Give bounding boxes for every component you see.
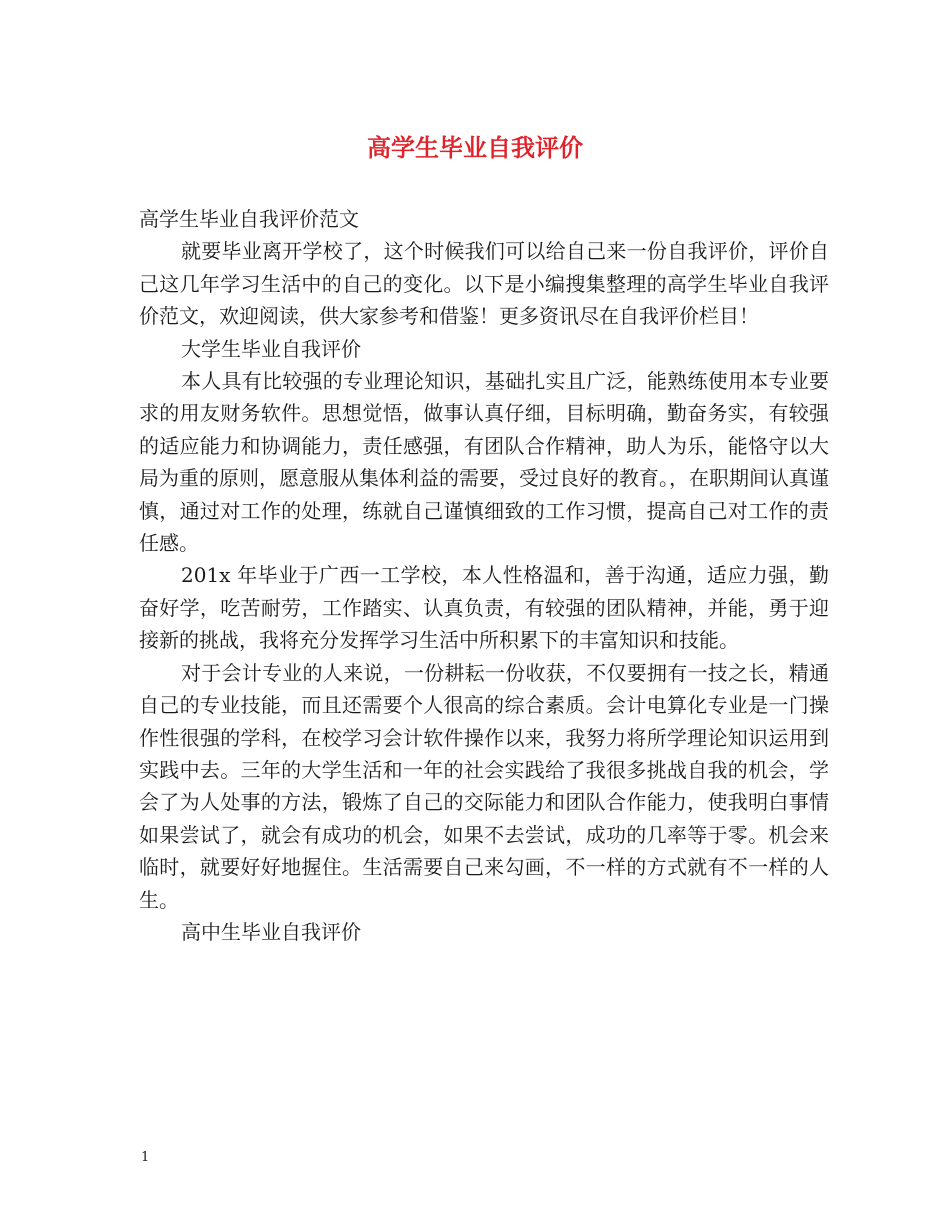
page-number: 1 xyxy=(141,1150,150,1165)
section-heading-university: 大学生毕业自我评价 xyxy=(181,336,361,361)
body-paragraph: 201x 年毕业于广西一工学校，本人性格温和，善于沟通，适应力强，勤奋好学，吃苦耐劳，工作踏实、认真负责，有较强的团队精神，并能，勇于迎接新的挑战，我将充分发挥学习生活中所积累下的丰富知识和技能。 xyxy=(139,563,829,653)
subtitle-paragraph: 高学生毕业自我评价范文 xyxy=(139,207,359,231)
section-heading-high-school: 高中生毕业自我评价 xyxy=(181,919,361,944)
body-paragraph: 本人具有比较强的专业理论知识，基础扎实且广泛，能熟练使用本专业要求的用友财务软件。思想觉悟，做事认真仔细，目标明确，勤奋务实，有较强的适应能力和协调能力，责任感强，有团队合作精神，助人为乐，能恪守以大局为重的原则，愿意服从集体利益的需要，受过良好的教育。，在职期间认真谨慎，通过对工作的处理，练就自己谨慎细致的工作习惯，提高自己对工作的责任感。 xyxy=(139,369,829,556)
document-title: 高学生毕业自我评价 xyxy=(367,133,583,162)
intro-paragraph: 就要毕业离开学校了，这个时候我们可以给自己来一份自我评价，评价自己这几年学习生活中的自己的变化。以下是小编搜集整理的高学生毕业自我评价范文，欢迎阅读，供大家参考和借鉴！更多资讯尽在自我评价栏目！ xyxy=(139,239,829,329)
body-paragraph: 对于会计专业的人来说，一份耕耘一份收获，不仅要拥有一技之长，精通自己的专业技能，而且还需要个人很高的综合素质。会计电算化专业是一门操作性很强的学科，在校学习会计软件操作以来，我努力将所学理论知识运用到实践中去。三年的大学生活和一年的社会实践给了我很多挑战自我的机会，学会了为人处事的方法，锻炼了自己的交际能力和团队合作能力，使我明白事情如果尝试了，就会有成功的机会，如果不去尝试，成功的几率等于零。机会来临时，就要好好地握住。生活需要自己来勾画，不一样的方式就有不一样的人生。 xyxy=(139,660,829,912)
document-body xyxy=(139,203,829,948)
